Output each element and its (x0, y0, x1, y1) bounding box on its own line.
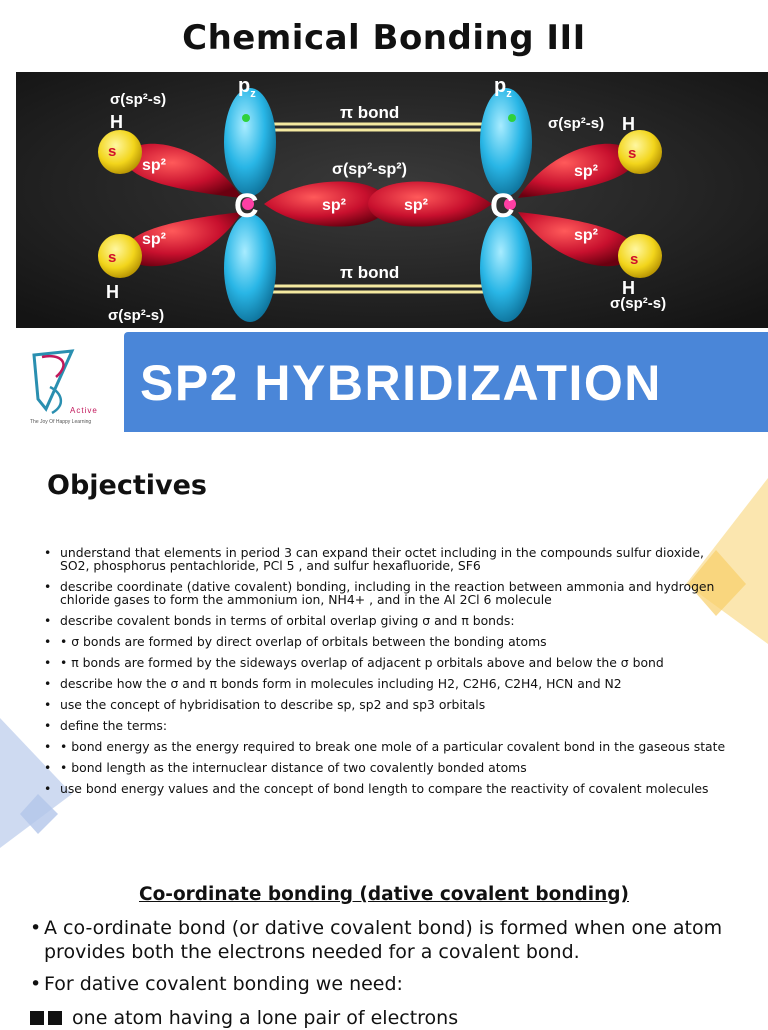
label-sp2-left-bottom: sp² (142, 231, 166, 248)
label-sp2-right-top: sp² (574, 163, 598, 180)
s-orbital-right-bottom (618, 234, 662, 278)
label-h-bottom-right: H (622, 278, 635, 298)
objectives-list (44, 546, 734, 803)
pz-dot-left (242, 114, 250, 122)
label-h-top-left: H (110, 112, 123, 132)
active-logo (16, 333, 122, 431)
label-carbon-left: C (234, 187, 259, 225)
objectives-heading: Objectives (47, 470, 207, 501)
label-pz-right: $p_z$ (494, 75, 512, 100)
section-heading: Co-ordinate bonding (dative covalent bonding) (139, 884, 629, 905)
label-h-top-right: H (622, 114, 635, 134)
square-bullet-icon (30, 1011, 44, 1025)
sp2-bonding-diagram (16, 72, 768, 328)
objective-item: • describe how the σ and π bonds form in molecules including H2, C2H6, C2H4, HCN and N2 (44, 677, 734, 690)
hybridization-banner (124, 332, 768, 432)
label-s-left-bottom: s (108, 249, 117, 266)
pz-orbital-left-bottom (224, 214, 276, 322)
label-pz-left: $p_z$ (238, 75, 256, 100)
label-s-right-bottom: s (630, 251, 639, 268)
pz-orbital-right-top (480, 88, 532, 196)
objective-item: • • σ bonds are formed by direct overlap of orbitals between the bonding atoms (44, 635, 734, 648)
label-sigma-sp2-s-top-right: σ(sp²-s) (548, 115, 605, 132)
objective-item: • • bond length as the internuclear distance of two covalently bonded atoms (44, 761, 734, 774)
label-sp2-center-right: sp² (404, 197, 428, 214)
label-sigma-sp2-s-bottom-right: σ(sp²-s) (610, 295, 667, 312)
s-orbital-left-bottom (98, 234, 142, 278)
banner-text: SP2 HYBRIDIZATION (140, 355, 662, 411)
objective-item: • • bond energy as the energy required to break one mole of a particular covalent bond in the gaseous state (44, 740, 734, 753)
square-bullet-icon (48, 1011, 62, 1025)
objective-item: • describe coordinate (dative covalent) bonding, including in the reaction between ammonia and hydrogen chloride gases to form the ammonium ion, NH4+ , and in the Al 2Cl 6 molecule (44, 580, 734, 606)
objective-item: • define the terms: (44, 719, 734, 732)
sub-item-text: one atom having a lone pair of electrons (72, 1007, 459, 1029)
page-title: Chemical Bonding III (182, 18, 586, 58)
pz-orbital-left-top (224, 88, 276, 196)
label-pi-bond-bottom: π bond (340, 263, 400, 282)
label-sp2-left-top: sp² (142, 157, 166, 174)
section-sub-item (30, 1006, 458, 1030)
label-sp2-right-bottom: sp² (574, 227, 598, 244)
logo-mark-icon (16, 333, 122, 431)
label-s-right-top: s (628, 145, 637, 162)
logo-brand-text: Active (70, 406, 98, 415)
pz-dot-right (508, 114, 516, 122)
section-bullet: • For dative covalent bonding we need: (30, 972, 730, 996)
s-orbital-left-top (98, 130, 142, 174)
pz-orbital-right-bottom (480, 214, 532, 322)
objective-item: • • π bonds are formed by the sideways overlap of adjacent p orbitals above and below the σ bond (44, 656, 734, 669)
label-sigma-sp2-s-bottom-left: σ(sp²-s) (108, 307, 165, 324)
logo-tagline: The Joy Of Happy Learning (30, 419, 92, 425)
label-carbon-right: C (490, 187, 515, 225)
objective-item: • describe covalent bonds in terms of orbital overlap giving σ and π bonds: (44, 614, 734, 627)
label-h-bottom-left: H (106, 282, 119, 302)
label-sp2-center-left: sp² (322, 197, 346, 214)
objective-item: • use the concept of hybridisation to describe sp, sp2 and sp3 orbitals (44, 698, 734, 711)
section-bullet: • A co-ordinate bond (or dative covalent bond) is formed when one atom provides both the electrons needed for a covalent bond. (30, 916, 730, 964)
objective-item: • understand that elements in period 3 can expand their octet including in the compounds sulfur dioxide, SO2, phosphorus pentachloride, PCl 5 , and sulfur hexafluoride, SF6 (44, 546, 734, 572)
section-bullets (30, 916, 730, 1004)
objective-item: • use bond energy values and the concept of bond length to compare the reactivity of covalent molecules (44, 782, 734, 795)
label-sigma-sp2-s-top-left: σ(sp²-s) (110, 91, 167, 108)
label-pi-bond-top: π bond (340, 103, 400, 122)
label-s-left-top: s (108, 143, 117, 160)
s-orbital-right-top (618, 130, 662, 174)
label-sigma-sp2-sp2: σ(sp²-sp²) (332, 161, 407, 178)
